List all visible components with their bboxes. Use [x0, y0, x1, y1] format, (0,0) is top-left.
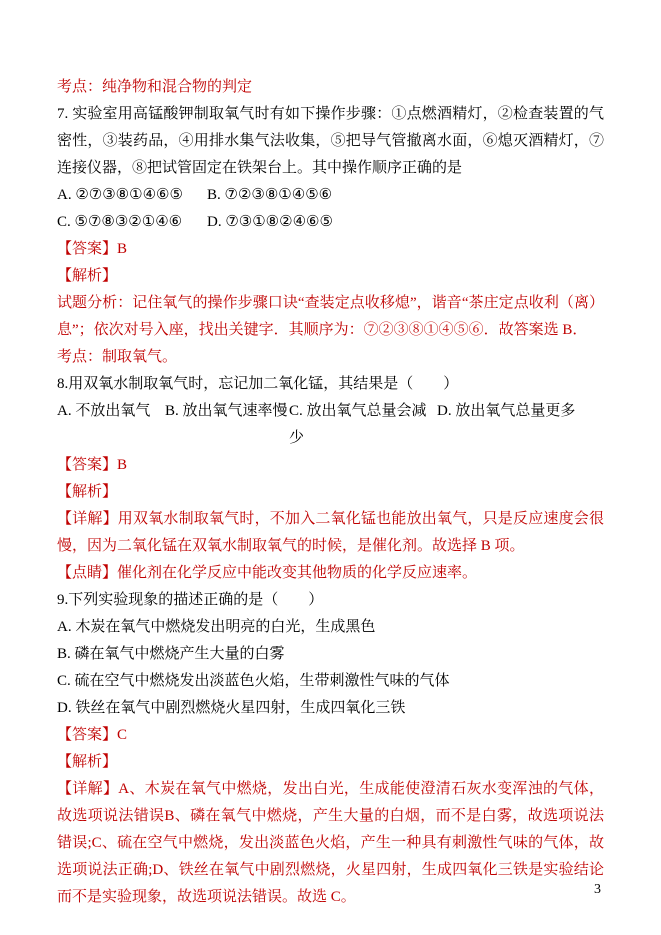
question8-stem: 8.用双氧水制取氧气时，忘记加二氧化锰，其结果是（ ）	[57, 376, 459, 392]
question7-option-d: D. ⑦③①⑧②④⑥⑤	[207, 214, 333, 230]
question7-option-c: C. ⑤⑦⑧③②①④⑥	[57, 214, 183, 230]
question9-option-b: B. 磷在氧气中燃烧产生大量的白雾	[57, 646, 285, 662]
question8-options-row	[57, 398, 604, 452]
question9-analysis-header: 【解析】	[57, 754, 118, 770]
question7-options-row-1	[57, 182, 604, 209]
question7-analysis-header: 【解析】	[57, 268, 118, 284]
question8-detail-text: 【详解】用双氧水制取氧气时，不加入二氧化锰也能放出氧气，只是反应速度会很慢，因为二氧化锰在双氧水制取氧气的时候，是催化剂。故选择 B 项。	[57, 511, 604, 554]
question9-answer-line: 【答案】C	[57, 727, 128, 743]
question8-option-a: A. 不放出氧气	[57, 403, 151, 419]
question8-option-d: D. 放出氧气总量更多	[437, 403, 576, 419]
question9-stem: 9.下列实验现象的描述正确的是（ ）	[57, 592, 324, 608]
question8-analysis-header: 【解析】	[57, 484, 118, 500]
question7-option-b: B. ⑦②③⑧①④⑤⑥	[207, 187, 333, 203]
question7-answer-line: 【答案】B	[57, 241, 128, 257]
review6-topic-line: 考点：纯净物和混合物的判定	[57, 79, 253, 95]
question7-analysis-text: 试题分析：记住氧气的操作步骤口诀“查装定点收移熄”，谐音“茶庄定点收利（离）息”；依次对号入座，找出关键字．其顺序为：⑦②③⑧①④⑤⑥．故答案选 B．	[57, 295, 604, 338]
question7-stem: 7. 实验室用高锰酸钾制取氧气时有如下操作步骤：①点燃酒精灯，②检查装置的气密性，③装药品，④用排水集气法收集，⑤把导气管撤离水面，⑥熄灭酒精灯，⑦连接仪器，⑧把试管固定在铁架台上。其中操作顺序正确的是	[57, 106, 604, 176]
question7-options-row-2	[57, 209, 604, 236]
question8-answer-line: 【答案】B	[57, 457, 128, 473]
question9-option-c: C. 硫在空气中燃烧发出淡蓝色火焰，生带刺激性气味的气体	[57, 673, 450, 689]
question9-option-d: D. 铁丝在氧气中剧烈燃烧火星四射，生成四氧化三铁	[57, 700, 406, 716]
question8-option-c: C. 放出氧气总量会减少	[289, 403, 427, 446]
question8-tip-line: 【点睛】催化剂在化学反应中能改变其他物质的化学反应速率。	[57, 565, 478, 581]
question7-topic-line: 考点：制取氧气。	[57, 349, 178, 365]
question7-option-a: A. ②⑦③⑧①④⑥⑤	[57, 187, 183, 203]
page-number: 3	[594, 882, 601, 897]
question8-option-b: B. 放出氧气速率慢	[165, 403, 288, 419]
question9-detail-text: 【详解】A、木炭在氧气中燃烧，发出白光，生成能使澄清石灰水变浑浊的气体，故选项说法错误B、磷在氧气中燃烧，产生大量的白烟，而不是白雾，故选项说法错误;C、硫在空气中燃烧，发出淡蓝色火焰，产生一种具有刺激性气味的气体，故选项说法正确;D、铁丝在氧气中剧烈燃烧，火星四射，生成四氧化三铁是实验结论而不是实验现象，故选项说法错误。故选 C。	[57, 781, 604, 905]
question9-option-a: A. 木炭在氧气中燃烧发出明亮的白光，生成黑色	[57, 619, 376, 635]
